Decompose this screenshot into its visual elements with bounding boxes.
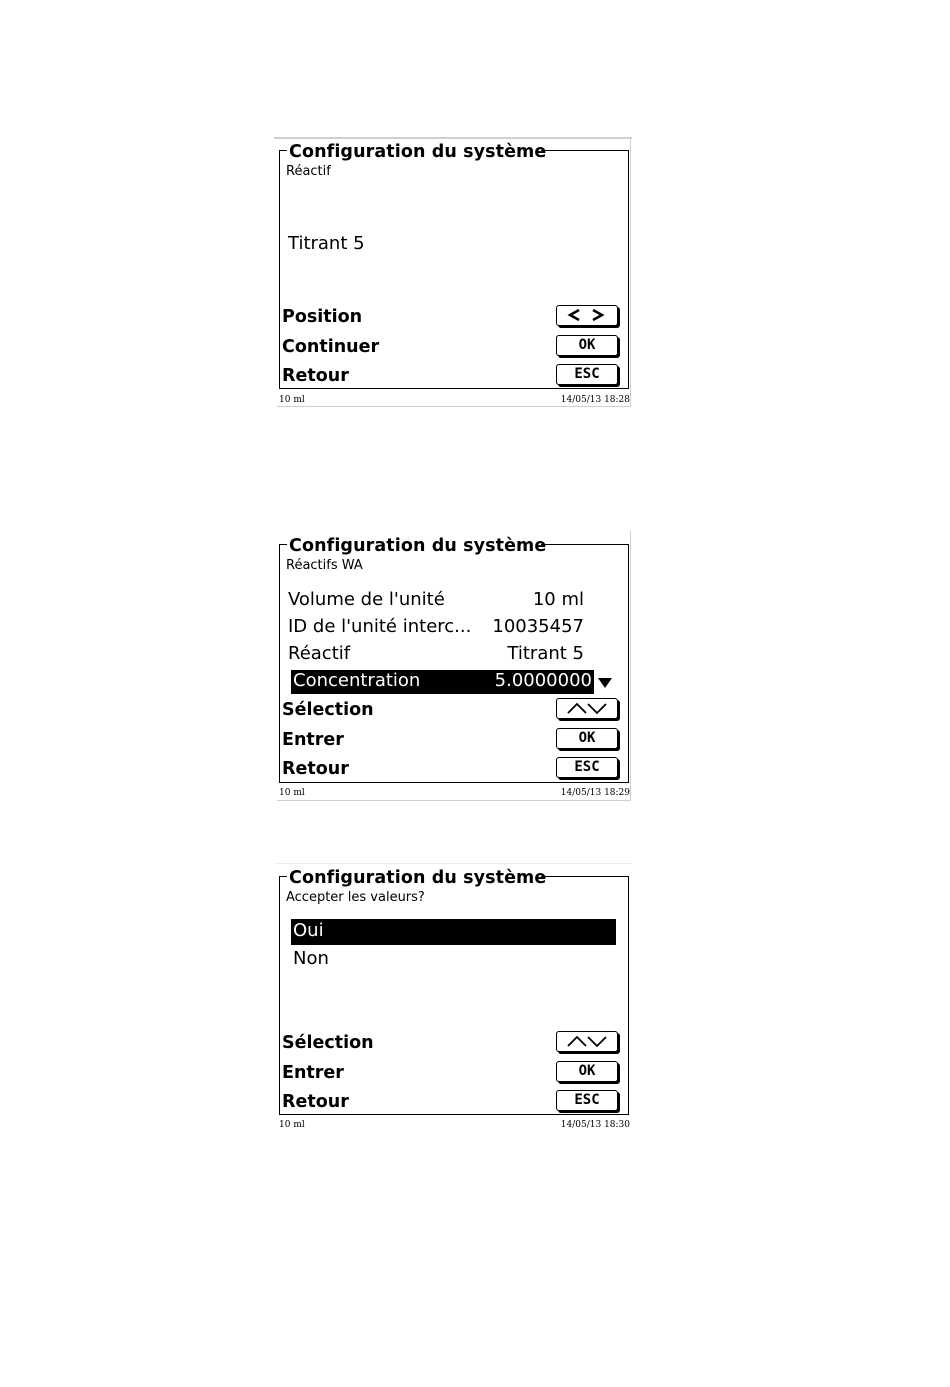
softkey-label: Sélection (282, 1033, 374, 1053)
softkey-label: Retour (282, 1092, 349, 1112)
page-subtitle: Réactifs WA (286, 558, 363, 573)
param-row-volume[interactable] (286, 589, 586, 613)
softkey-label: Entrer (282, 730, 344, 750)
softkey-row-continue (282, 335, 618, 361)
ok-key[interactable]: OK (556, 335, 618, 356)
option-yes[interactable] (291, 919, 616, 945)
softkey-row-back (282, 1090, 618, 1116)
softkey-label: Retour (282, 366, 349, 386)
ok-key[interactable]: OK (556, 728, 618, 749)
screen-accept-values (274, 863, 634, 1135)
up-down-key[interactable] (556, 698, 618, 719)
status-volume: 10 ml (279, 788, 305, 798)
screen-reactifs-wa (274, 531, 634, 803)
status-volume: 10 ml (279, 1120, 305, 1130)
softkey-row-back (282, 757, 618, 783)
softkey-row-back (282, 364, 618, 390)
page-title: Configuration du système (289, 868, 547, 888)
position-key[interactable] (556, 305, 618, 326)
param-value: 10 ml (532, 589, 584, 610)
status-datetime: 14/05/13 18:28 (560, 395, 630, 405)
esc-key[interactable]: ESC (556, 364, 618, 385)
softkey-row-enter (282, 1061, 618, 1087)
up-down-arrows-icon (563, 1034, 611, 1048)
param-value: 5.0000000 (494, 670, 592, 691)
page-subtitle: Accepter les valeurs? (286, 890, 425, 905)
option-no[interactable] (291, 947, 615, 973)
option-label: Non (293, 948, 329, 969)
page-title: Configuration du système (289, 536, 547, 556)
page-subtitle: Réactif (286, 164, 331, 179)
status-datetime: 14/05/13 18:29 (560, 788, 630, 798)
esc-key[interactable]: ESC (556, 757, 618, 778)
divider (274, 863, 632, 864)
ok-key[interactable]: OK (556, 1061, 618, 1082)
softkey-row-position (282, 305, 618, 331)
softkey-row-enter (282, 728, 618, 754)
up-down-arrows-icon (563, 701, 611, 715)
param-label: Volume de l'unité (288, 589, 445, 610)
softkey-row-selection (282, 698, 618, 724)
param-value: 10035457 (492, 616, 584, 637)
up-down-key[interactable] (556, 1031, 618, 1052)
left-right-arrows-icon (565, 308, 609, 322)
screen-reactif (274, 137, 634, 409)
softkey-label: Continuer (282, 337, 380, 357)
softkey-label: Entrer (282, 1063, 344, 1083)
status-volume: 10 ml (279, 395, 305, 405)
param-label: ID de l'unité interc... (288, 616, 472, 637)
option-label: Oui (293, 920, 324, 941)
page-title: Configuration du système (289, 142, 547, 162)
status-datetime: 14/05/13 18:30 (560, 1120, 630, 1130)
softkey-label: Sélection (282, 700, 374, 720)
param-label: Concentration (293, 670, 421, 691)
param-label: Réactif (288, 643, 351, 664)
softkey-label: Retour (282, 759, 349, 779)
reagent-value: Titrant 5 (288, 233, 365, 254)
esc-key[interactable]: ESC (556, 1090, 618, 1111)
param-row-reagent[interactable] (286, 643, 586, 667)
dropdown-arrow-icon[interactable] (597, 677, 613, 689)
param-row-unit-id[interactable] (286, 616, 586, 640)
softkey-label: Position (282, 307, 363, 327)
param-value: Titrant 5 (507, 643, 584, 664)
softkey-row-selection (282, 1031, 618, 1057)
param-row-concentration[interactable] (291, 670, 594, 694)
